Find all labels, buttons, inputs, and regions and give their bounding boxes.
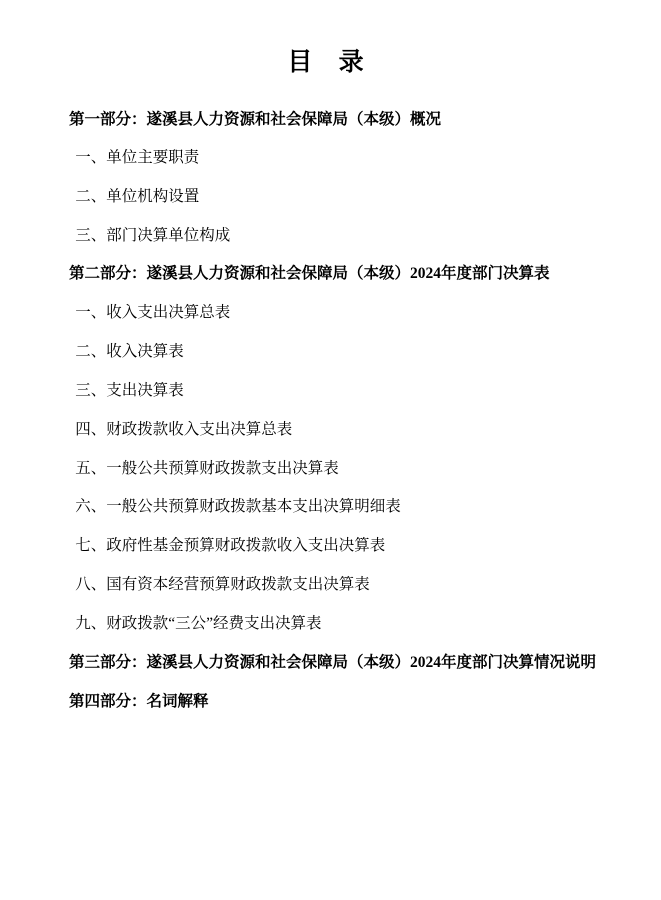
toc-part-entry[interactable]: 第二部分：遂溪县人力资源和社会保障局（本级）2024年度部门决算表	[69, 265, 550, 283]
toc-item-entry[interactable]: 三、部门决算单位构成	[75, 226, 231, 244]
toc-item-entry[interactable]: 五、一般公共预算财政拨款支出决算表	[75, 459, 339, 477]
toc-part-entry[interactable]: 第三部分：遂溪县人力资源和社会保障局（本级）2024年度部门决算情况说明	[69, 653, 597, 671]
toc-item-entry[interactable]: 九、财政拨款“三公”经费支出决算表	[75, 614, 322, 632]
document-page	[0, 42, 661, 900]
toc-item-entry[interactable]: 三、支出决算表	[75, 382, 184, 400]
toc-item-entry[interactable]: 一、收入支出决算总表	[75, 304, 231, 322]
toc-item-entry[interactable]: 七、政府性基金预算财政拨款收入支出决算表	[75, 537, 386, 555]
toc-item-entry[interactable]: 四、财政拨款收入支出决算总表	[75, 420, 293, 438]
page-title: 目 录	[287, 49, 374, 76]
toc-item-entry[interactable]: 一、单位主要职责	[75, 149, 200, 167]
toc-part-entry[interactable]: 第四部分：名词解释	[69, 692, 209, 710]
toc-item-entry[interactable]: 二、单位机构设置	[75, 187, 200, 205]
toc-part-entry[interactable]: 第一部分：遂溪县人力资源和社会保障局（本级）概况	[69, 111, 442, 128]
toc-item-entry[interactable]: 六、一般公共预算财政拨款基本支出决算明细表	[75, 498, 401, 516]
table-of-contents	[0, 108, 661, 714]
toc-item-entry[interactable]: 二、收入决算表	[75, 343, 184, 361]
toc-item-entry[interactable]: 八、国有资本经营预算财政拨款支出决算表	[75, 576, 370, 593]
